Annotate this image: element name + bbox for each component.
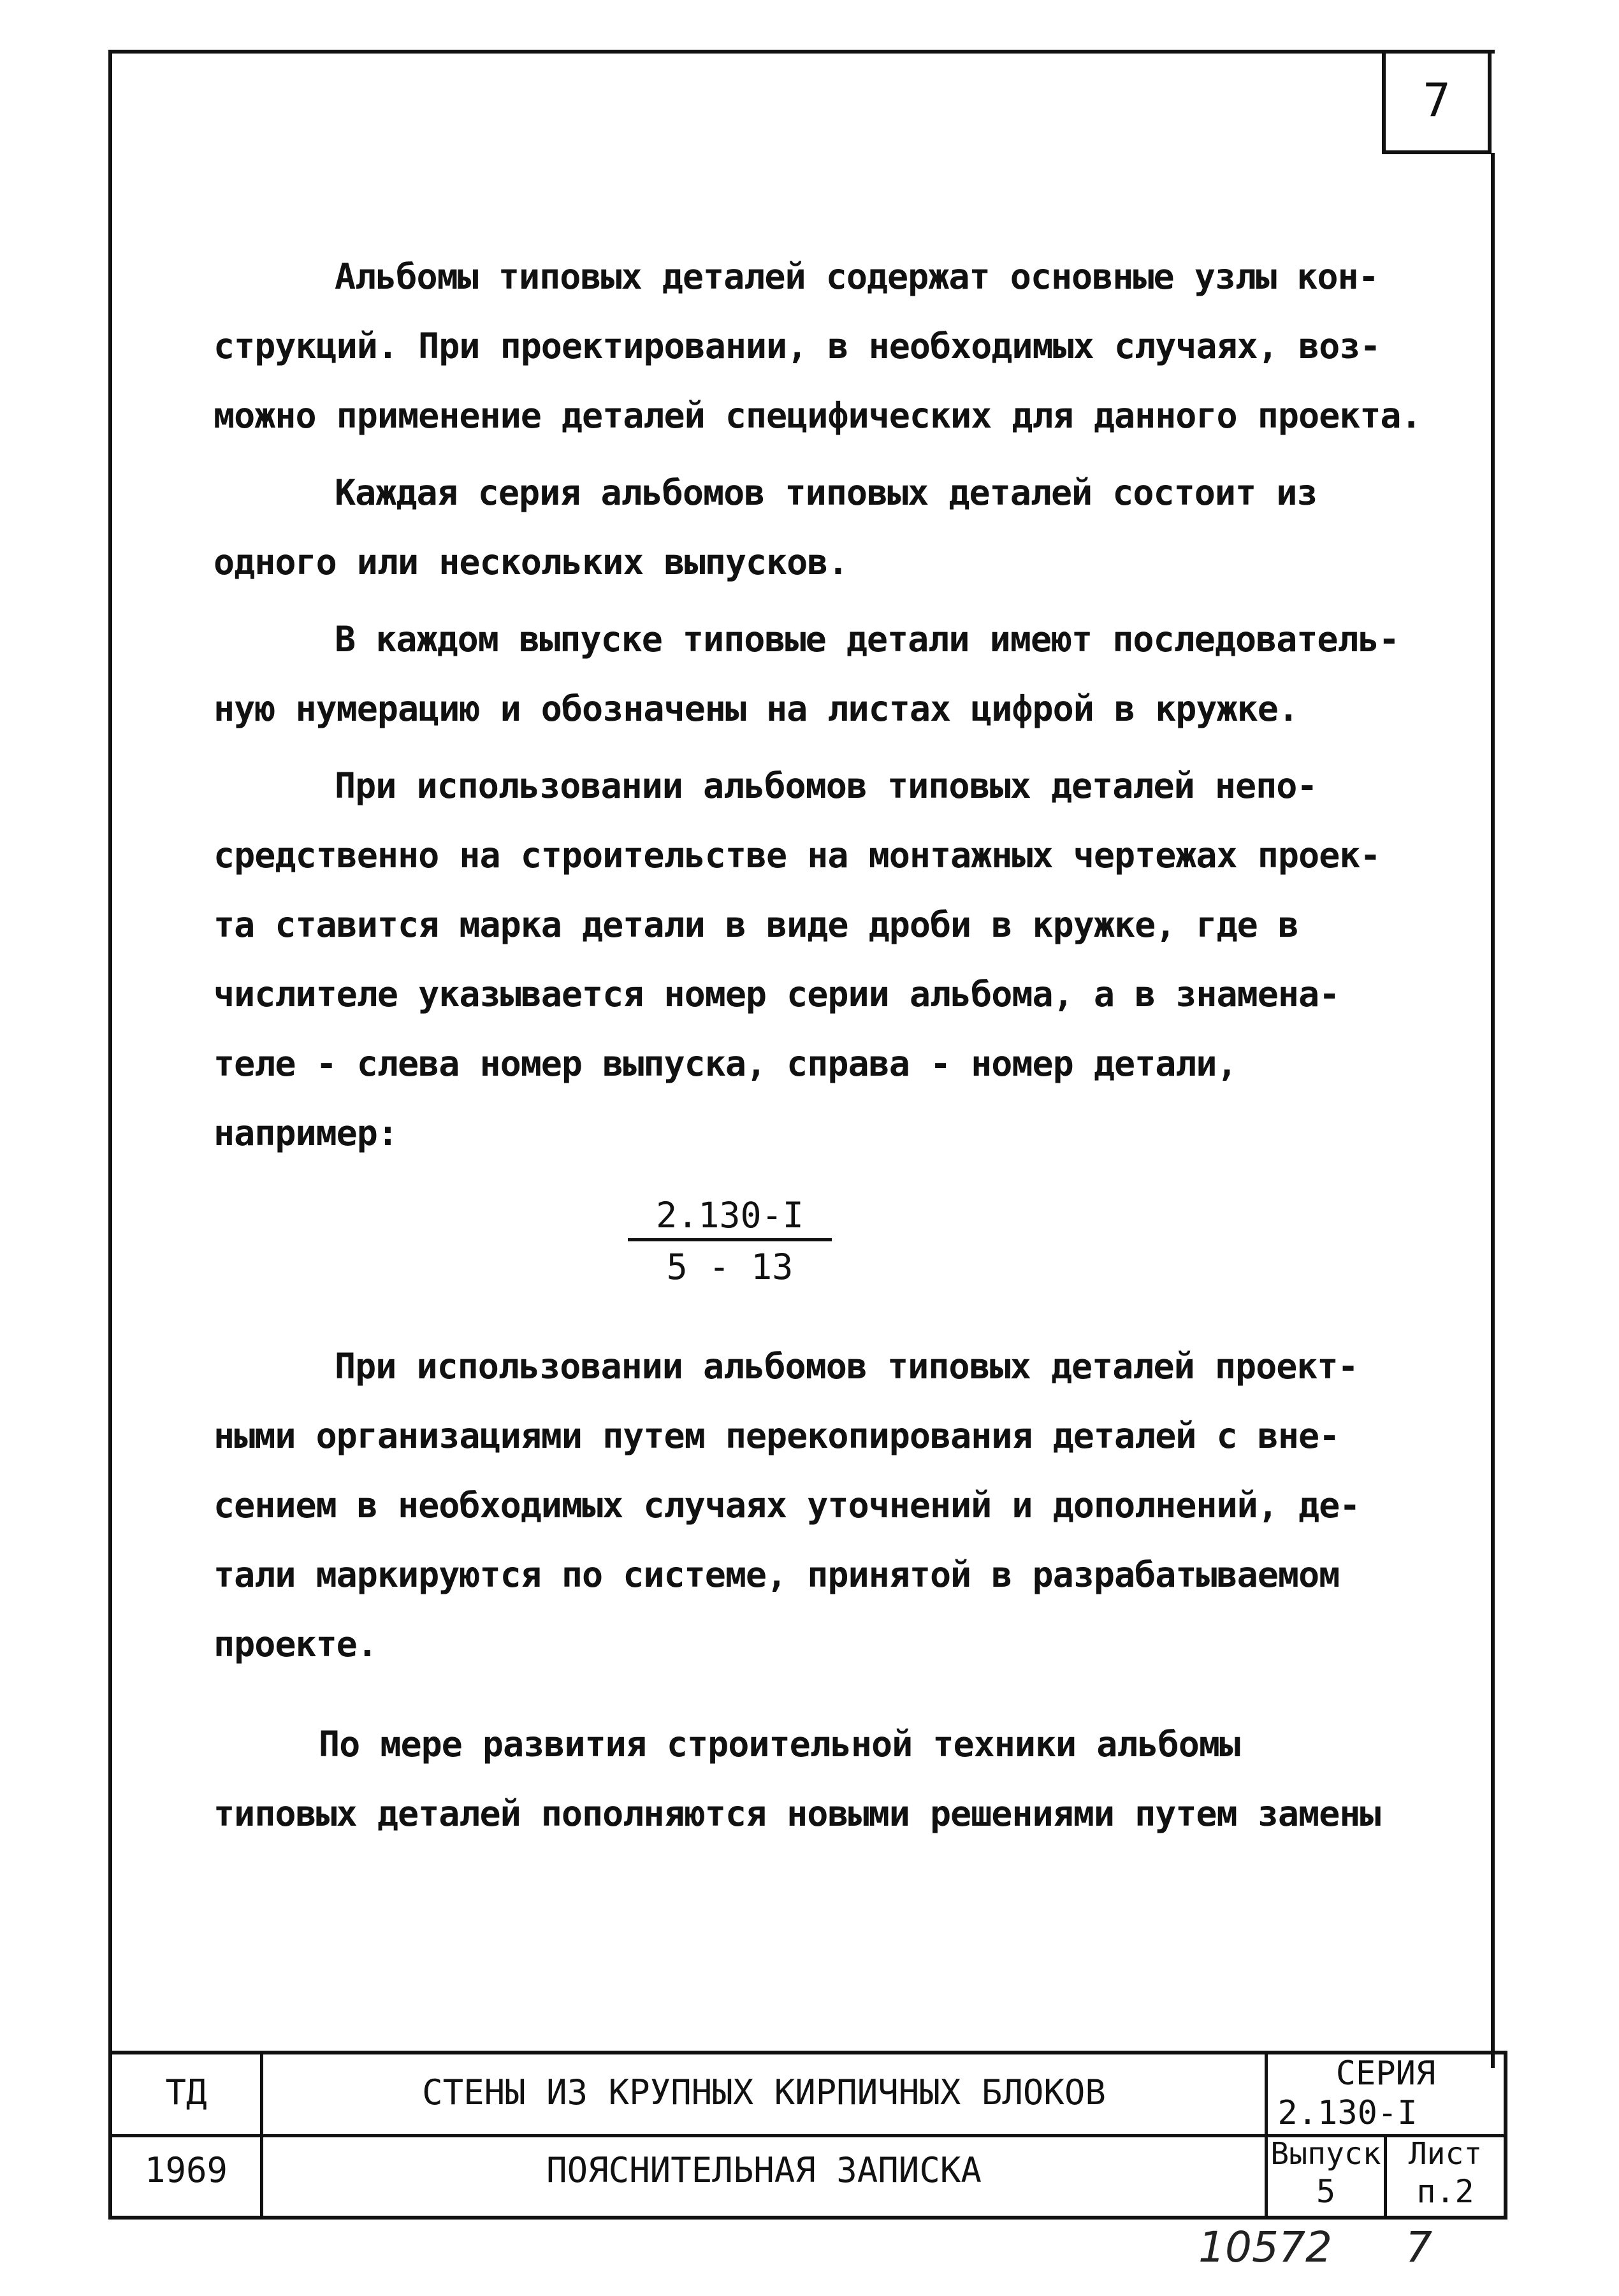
paragraph-line: та ставится марка детали в виде дроби в кружке, где в (214, 904, 1298, 945)
paragraph-line: проекте. (214, 1624, 377, 1664)
page-number-box (1382, 50, 1492, 154)
frame-left-border (108, 50, 112, 2220)
paragraph-line: средственно на строительстве на монтажных чертежах проек- (214, 835, 1381, 876)
document-body (214, 242, 1463, 1168)
sheet-label: Лист (1408, 2136, 1483, 2172)
paragraph-line: можно применение деталей специфических для данного проекта. (214, 395, 1421, 436)
paragraph-line: тали маркируются по системе, принятой в разрабатываемом (214, 1554, 1340, 1595)
fraction-denominator: 5 - 13 (666, 1246, 794, 1287)
frame-right-border (1491, 153, 1495, 2068)
paragraph-line: например: (214, 1113, 398, 1153)
paragraph-line: струкций. При проектировании, в необходимых случаях, воз- (214, 326, 1381, 366)
paragraph-line: Каждая серия альбомов типовых деталей состоит из (335, 472, 1318, 513)
paragraph-line: В каждом выпуске типовые детали имеют последователь- (335, 619, 1399, 660)
paragraph-line: одного или нескольких выпусков. (214, 542, 848, 582)
drawing-title: СТЕНЫ ИЗ КРУПНЫХ КИРПИЧНЫХ БЛОКОВ (422, 2072, 1106, 2112)
paragraph-line: ными организациями путем перекопирования деталей с вне- (214, 1415, 1340, 1456)
issue-value: 5 (1316, 2173, 1336, 2210)
series-label: СЕРИЯ (1335, 2054, 1436, 2093)
title-block (108, 2051, 1507, 2220)
paragraph-line: ную нумерацию и обозначены на листах цифрой в кружке. (214, 688, 1298, 729)
paragraph-line: теле - слева номер выпуска, справа - номер детали, (214, 1043, 1237, 1084)
paragraph-line: типовых деталей пополняются новыми решениями путем замены (214, 1793, 1381, 1834)
drawing-subtitle: ПОЯСНИТЕЛЬНАЯ ЗАПИСКА (546, 2150, 982, 2190)
inventory-number-handwritten: 10572 (1198, 2223, 1332, 2272)
paragraph-line: сением в необходимых случаях уточнений и дополнений, де- (214, 1485, 1360, 1526)
year: 1969 (144, 2150, 228, 2190)
page-number: 7 (1423, 73, 1451, 127)
paragraph-line: При использовании альбомов типовых деталей проект- (335, 1346, 1358, 1387)
paragraph-line: Альбомы типовых деталей содержат основные узлы кон- (335, 256, 1379, 297)
sheet-value: п.2 (1416, 2173, 1474, 2210)
document-body-continued (214, 1332, 1463, 1849)
page-mark-handwritten: 7 (1405, 2223, 1432, 2272)
frame-top-border (108, 50, 1495, 54)
org-code: ТД (165, 2072, 207, 2112)
part-mark-fraction (628, 1195, 832, 1287)
fraction-numerator: 2.130-I (628, 1195, 832, 1241)
series-value: 2.130-I (1277, 2094, 1418, 2132)
paragraph-line: числителе указывается номер серии альбома, а в знамена- (214, 974, 1340, 1014)
paragraph-line: При использовании альбомов типовых деталей непо- (335, 765, 1318, 806)
issue-label: Выпуск (1270, 2136, 1381, 2172)
paragraph-line: По мере развития строительной техники альбомы (319, 1724, 1240, 1765)
